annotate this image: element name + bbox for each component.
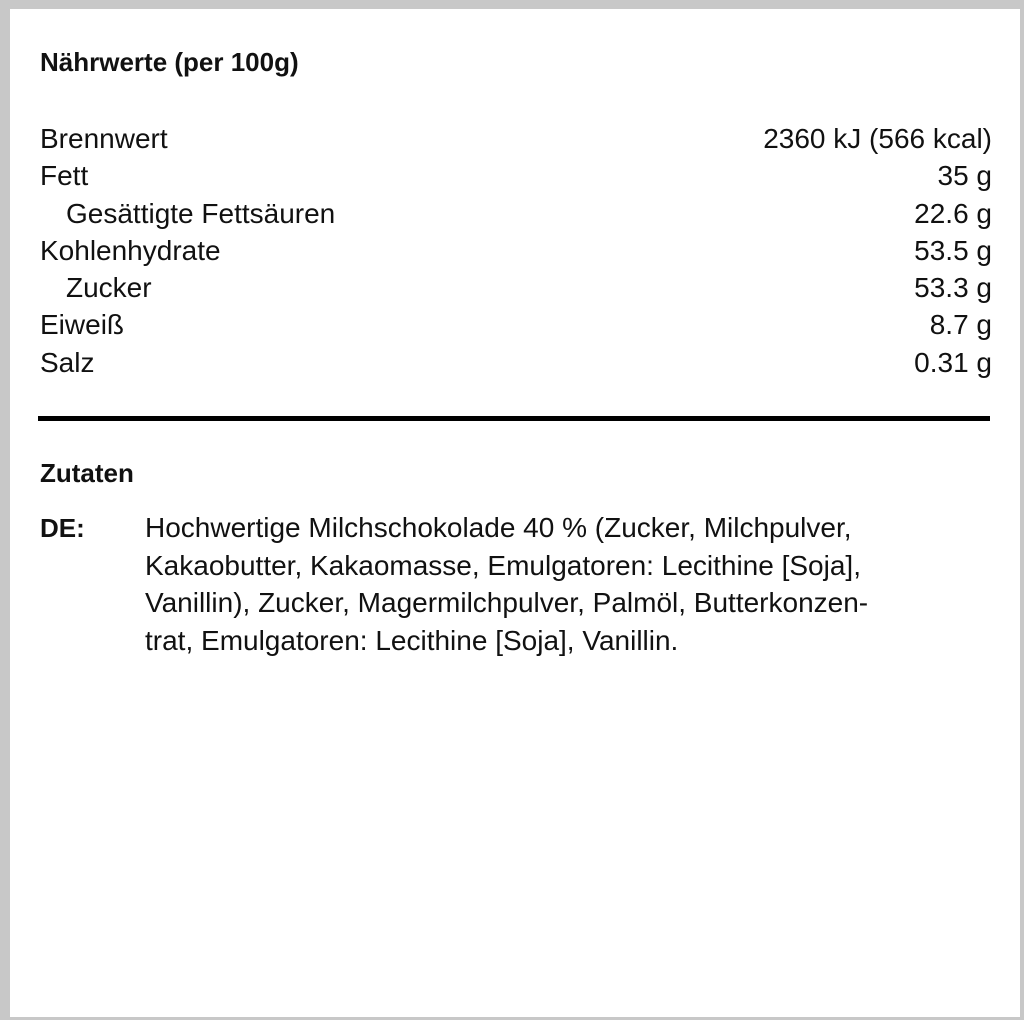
ingredients-text [145,509,995,659]
nutrition-heading: Nährwerte (per 100g) [40,47,299,77]
ingredients-line: Kakaobutter, Kakaomasse, Emulgatoren: Lecithine [Soja], [145,549,861,581]
nutrient-value: 8.7 g [929,309,992,341]
nutrient-name: Brennwert [40,123,168,154]
label-panel [10,9,1020,1017]
nutrition-row [40,157,992,194]
nutrient-name: Eiweiß [40,309,125,341]
nutrient-name: Kohlenhydrate [40,234,221,266]
nutrition-row [40,232,992,269]
nutrient-value: 2360 kJ (566 kcal) [763,123,992,154]
ingredients-line: Vanillin), Zucker, Magermilchpulver, Palmöl, Butterkonzen- [145,587,869,618]
nutrition-row [40,120,992,157]
ingredients-line: trat, Emulgatoren: Lecithine [Soja], Vanillin. [145,624,679,656]
section-divider [38,416,990,421]
nutrient-subname: Zucker [66,272,152,304]
nutrition-table [40,120,992,381]
ingredients-heading: Zutaten [40,458,134,488]
nutrient-name: Salz [40,346,95,378]
ingredients-line: Hochwertige Milchschokolade 40 % (Zucker, Milchpulver, [145,512,852,543]
nutrition-row [40,195,992,232]
nutrient-value: 53.5 g [914,234,992,266]
nutrition-row [40,344,992,381]
nutrient-value: 53.3 g [914,272,992,304]
language-label: DE: [40,513,85,543]
nutrient-value: 22.6 g [914,197,992,229]
nutrient-name: Fett [40,160,89,192]
nutrition-row [40,269,992,306]
nutrition-row [40,306,992,343]
nutrient-subname: Gesättigte Fettsäuren [66,197,336,229]
nutrient-value: 35 g [937,160,992,192]
nutrient-value: 0.31 g [914,346,992,378]
